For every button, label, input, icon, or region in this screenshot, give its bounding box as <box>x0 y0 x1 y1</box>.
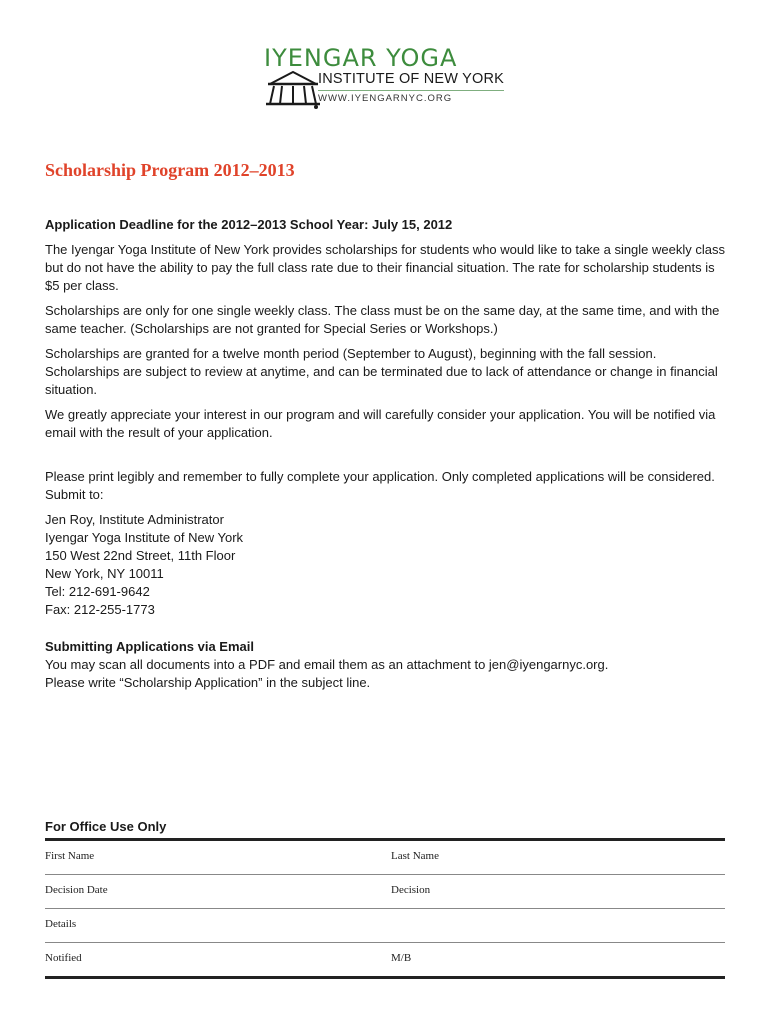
office-row <box>45 909 725 943</box>
field-label-mb: M/B <box>391 952 412 964</box>
field-label-decision-date: Decision Date <box>45 884 108 896</box>
temple-logo-icon <box>266 70 320 110</box>
paragraph: The Iyengar Yoga Institute of New York provides scholarships for students who would like to take a single weekly class but do not have the ability to pay the full class rate due to their financial situation. The rate for scholarship students is $5 per class. <box>45 242 725 293</box>
field-label-details: Details <box>45 918 77 930</box>
email-heading: Submitting Applications via Email <box>45 639 254 654</box>
logo-divider <box>318 90 504 91</box>
phone-line: Tel: 212-691-9642 <box>45 584 150 599</box>
mailing-address <box>45 511 725 619</box>
field-label-notified: Notified <box>45 952 82 964</box>
institute-logo <box>262 44 512 112</box>
email-instruction: You may scan all documents into a PDF and email them as an attachment to jen@iyengarnyc.org. <box>45 657 609 672</box>
org-subtitle: INSTITUTE OF NEW YORK <box>318 71 504 87</box>
org-url: WWW.IYENGARNYC.ORG <box>318 93 453 104</box>
paragraph: Scholarships are only for one single weekly class. The class must be on the same day, at the same time, and with the same teacher. (Scholarships are not granted for Special Series or Workshops.) <box>45 303 720 336</box>
office-use-section <box>45 819 725 979</box>
office-row <box>45 841 725 875</box>
field-label-decision: Decision <box>391 884 431 896</box>
page-title: Scholarship Program 2012–2013 <box>45 160 295 180</box>
field-label-first-name: First Name <box>45 850 95 862</box>
subject-instruction: Please write “Scholarship Application” in the subject line. <box>45 675 371 690</box>
field-label-last-name: Last Name <box>391 850 439 862</box>
office-row <box>45 875 725 909</box>
address-line: New York, NY 10011 <box>45 566 164 581</box>
deadline-heading: Application Deadline for the 2012–2013 School Year: July 15, 2012 <box>45 217 453 232</box>
paragraph: We greatly appreciate your interest in our program and will carefully consider your application. You will be notified via email with the result of your application. <box>45 407 716 440</box>
office-row <box>45 943 725 979</box>
org-name: IYENGAR YOGA <box>264 44 458 72</box>
document-body <box>45 216 725 692</box>
fax-line: Fax: 212-255-1773 <box>45 602 155 617</box>
office-heading: For Office Use Only <box>45 819 167 834</box>
address-line: 150 West 22nd Street, 11th Floor <box>45 548 236 563</box>
paragraph: Scholarships are granted for a twelve month period (September to August), beginning with the fall session. Scholarships are subject to review at anytime, and can be terminated due to lack of attendance or change in financial situation. <box>45 346 718 397</box>
address-line: Iyengar Yoga Institute of New York <box>45 530 244 545</box>
address-line: Jen Roy, Institute Administrator <box>45 512 224 527</box>
submit-instructions: Please print legibly and remember to fully complete your application. Only completed applications will be considered. Submit to: <box>45 469 715 502</box>
